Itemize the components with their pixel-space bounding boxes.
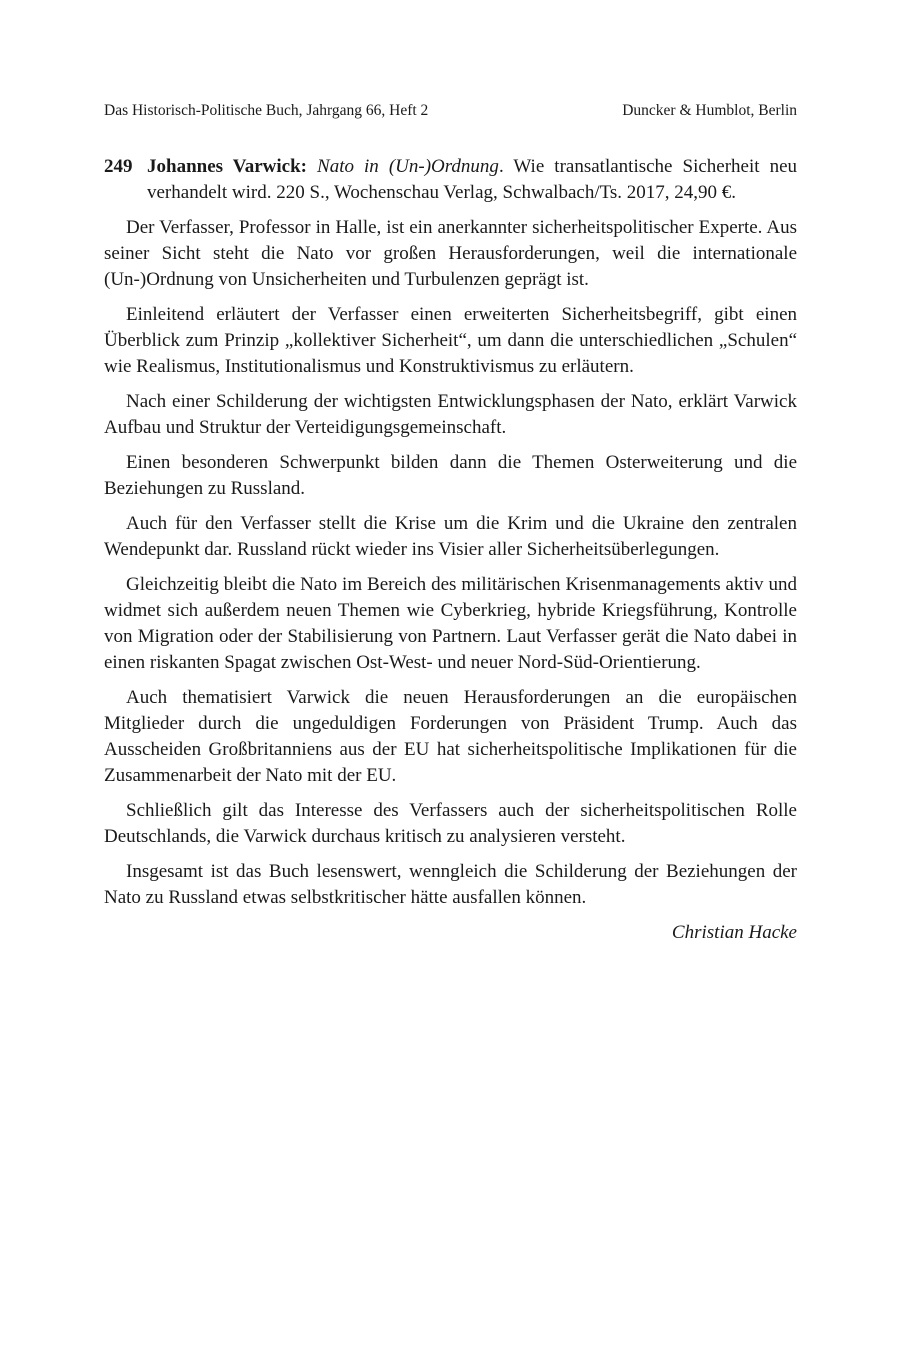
- publisher-name: Duncker & Humblot, Berlin: [622, 102, 797, 119]
- book-details: . Wie transatlantische Sicherheit neu verhandelt wird. 220 S., Wochenschau Verlag, Schwalbach/Ts. 2017, 24,90 €.: [147, 156, 798, 203]
- book-title: Nato in (Un-)Ordnung: [317, 156, 499, 177]
- book-author: Johannes Varwick:: [147, 156, 307, 177]
- review-paragraph: Auch thematisiert Varwick die neuen Herausforderungen an die europäischen Mitglieder durch die ungeduldigen Forderungen von Präsident Trump. Auch das Ausscheiden Großbritanniens aus der EU hat sicherheitspolitische Implikationen für die Zusammenarbeit der Nato mit der EU.: [104, 687, 797, 786]
- reviewer-signature: Christian Hacke: [671, 922, 797, 943]
- review-paragraph: Einen besonderen Schwerpunkt bilden dann die Themen Osterweiterung und die Beziehungen zu Russland.: [104, 452, 797, 499]
- entry-number: 249: [104, 156, 133, 177]
- review-paragraph: Gleichzeitig bleibt die Nato im Bereich des militärischen Krisenmanagements aktiv und widmet sich außerdem neuen Themen wie Cyberkrieg, hybride Kriegsführung, Kontrolle von Migration oder der Stabilisierung von Partnern. Laut Verfasser gerät die Nato dabei in einen riskanten Spagat zwischen Ost-West- und neuer Nord-Süd-Orientierung.: [104, 574, 797, 673]
- review-paragraph: Insgesamt ist das Buch lesenswert, wenngleich die Schilderung der Beziehungen der Nato zu Russland etwas selbstkritischer hätte ausfallen können.: [104, 861, 797, 908]
- review-entry: [104, 154, 797, 946]
- running-header: [104, 101, 797, 121]
- review-paragraph: Schließlich gilt das Interesse des Verfassers auch der sicherheitspolitischen Rolle Deutschlands, die Varwick durchaus kritisch zu analysieren versteht.: [104, 800, 797, 847]
- review-paragraph: Auch für den Verfasser stellt die Krise um die Krim und die Ukraine den zentralen Wendepunkt dar. Russland rückt wieder ins Visier aller Sicherheitsüberlegungen.: [104, 513, 797, 560]
- review-paragraph: Der Verfasser, Professor in Halle, ist ein anerkannter sicherheitspolitischer Experte. Aus seiner Sicht steht die Nato vor großen Herausforderungen, weil die internationale (Un-)Ordnung von Unsicherheiten und Turbulenzen geprägt ist.: [104, 217, 797, 290]
- journal-title: Das Historisch-Politische Buch, Jahrgang 66, Heft 2: [104, 102, 429, 119]
- review-paragraph: Nach einer Schilderung der wichtigsten Entwicklungsphasen der Nato, erklärt Varwick Aufbau und Struktur der Verteidigungsgemeinschaft.: [104, 391, 797, 438]
- review-paragraph: Einleitend erläutert der Verfasser einen erweiterten Sicherheitsbegriff, gibt einen Überblick zum Prinzip „kollektiver Sicherheit“, um dann die unterschiedlichen „Schulen“ wie Realismus, Institutionalismus und Konstruktivismus zu erläutern.: [104, 304, 797, 377]
- bibliographic-entry: [104, 154, 797, 206]
- citation: [147, 154, 797, 206]
